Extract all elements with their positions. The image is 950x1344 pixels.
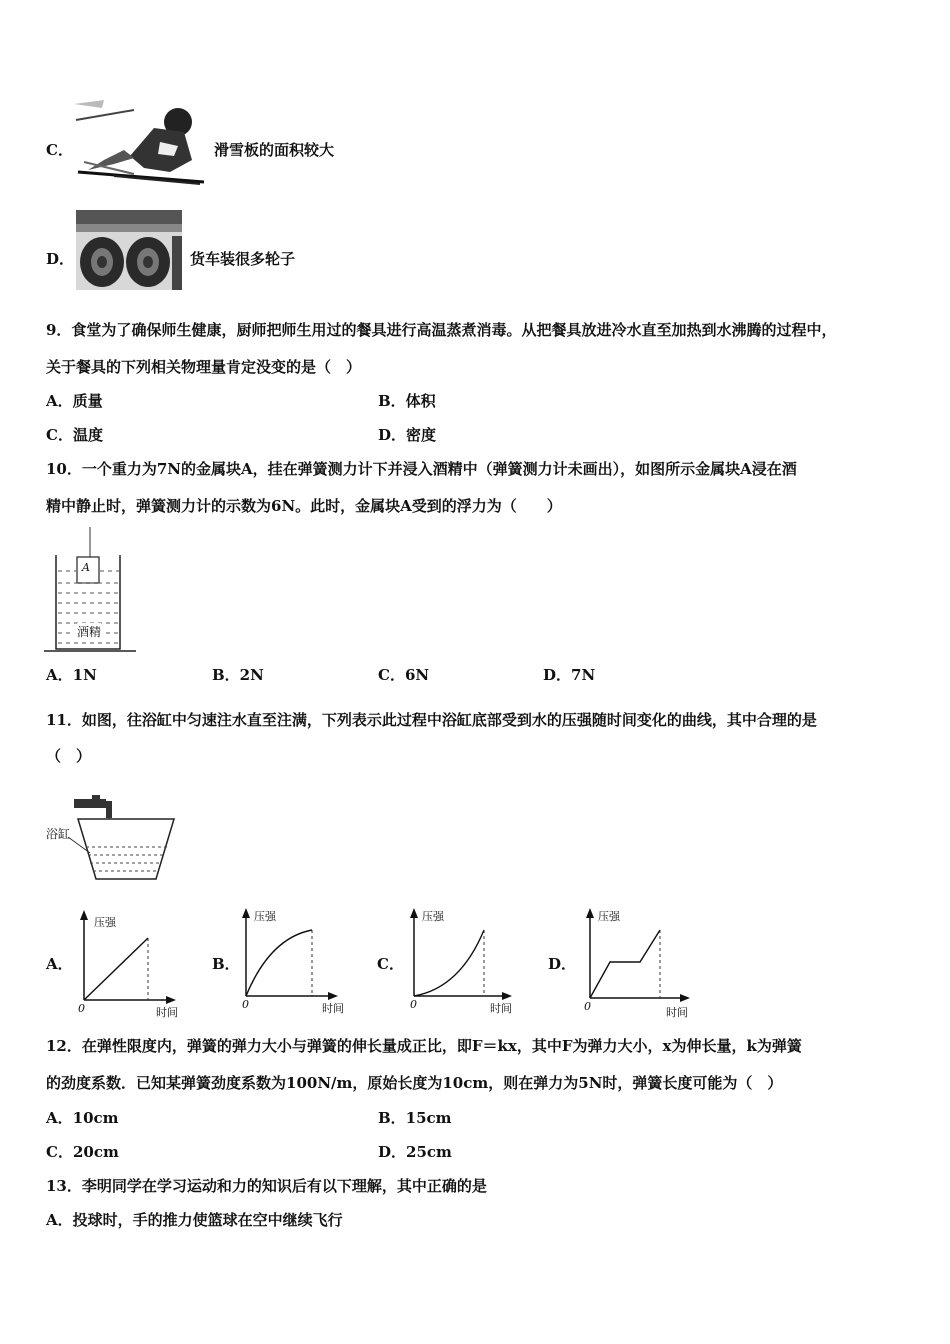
q8-option-d-text: 货车装很多轮子 xyxy=(190,250,296,268)
q8-option-d-letter: D． xyxy=(46,250,75,268)
q9-stem-line2: 关于餐具的下列相关物理量肯定没变的是（ ） xyxy=(46,358,362,376)
q12-option-d: D．25cm xyxy=(378,1143,452,1161)
graph-c-ylabel: 压强 xyxy=(422,910,444,923)
block-a-label: A xyxy=(82,561,90,574)
graph-d-ylabel: 压强 xyxy=(598,910,620,923)
graph-a-ylabel: 压强 xyxy=(94,916,116,929)
q9-stem-line1: 9．食堂为了确保师生健康，厨师把师生用过的餐具进行高温蒸煮消毒。从把餐具放进冷水直至加热到水沸腾的过程中， xyxy=(46,321,837,339)
truck-wheels-photo xyxy=(76,210,182,290)
q11-graph-a-letter: A． xyxy=(46,955,73,973)
bathtub-label: 浴缸 xyxy=(46,827,71,841)
q11-stem-line1: 11．如图，往浴缸中匀速注水直至注满，下列表示此过程中浴缸底部受到水的压强随时间变化的曲线，其中合理的是 xyxy=(46,711,817,729)
q10-stem-line2: 精中静止时，弹簧测力计的示数为6N。此时，金属块A受到的浮力为（ ） xyxy=(46,497,562,515)
q11-graph-c xyxy=(402,904,522,1022)
q11-graph-d-letter: D． xyxy=(548,955,577,973)
q9-option-b: B．体积 xyxy=(378,392,436,410)
graph-c-xlabel: 时间 xyxy=(490,1002,512,1015)
graph-a-curve xyxy=(84,938,148,1000)
q13-option-a: A．投球时，手的推力使篮球在空中继续飞行 xyxy=(46,1211,343,1229)
q12-stem-line1: 12．在弹性限度内，弹簧的弹力大小与弹簧的伸长量成正比，即F＝kx，其中F为弹力大小，x为伸长量，k为弹簧 xyxy=(46,1037,802,1055)
alcohol-label: 酒精 xyxy=(77,625,102,639)
q9-option-a: A．质量 xyxy=(46,392,103,410)
q10-stem-line1: 10．一个重力为7N的金属块A，挂在弹簧测力计下并浸入酒精中（弹簧测力计未画出），如图所示金属块A浸在酒 xyxy=(46,460,797,478)
q11-graph-b xyxy=(234,904,346,1022)
graph-a-xlabel: 时间 xyxy=(156,1006,178,1019)
q8-option-c-text: 滑雪板的面积较大 xyxy=(214,141,335,159)
q10-option-d: D．7N xyxy=(543,666,596,684)
graph-d-xlabel: 时间 xyxy=(666,1006,688,1019)
q11-graph-c-letter: C． xyxy=(377,955,404,973)
q12-option-a: A．10cm xyxy=(46,1109,119,1127)
graph-d-curve xyxy=(590,930,660,998)
graph-b-ylabel: 压强 xyxy=(254,910,276,923)
q9-option-c: C．温度 xyxy=(46,426,103,444)
q12-option-c: C．20cm xyxy=(46,1143,119,1161)
q8-option-c-letter: C． xyxy=(46,141,73,159)
graph-b-xlabel: 时间 xyxy=(322,1002,344,1015)
graph-a-origin: 0 xyxy=(78,1002,85,1015)
q9-option-d: D．密度 xyxy=(378,426,437,444)
q12-option-b: B．15cm xyxy=(378,1109,452,1127)
q10-option-c: C．6N xyxy=(378,666,430,684)
q11-graph-b-letter: B． xyxy=(212,955,240,973)
skier-photo xyxy=(74,98,206,186)
q11-graph-d xyxy=(578,904,698,1022)
graph-b-curve xyxy=(246,930,312,996)
graph-c-origin: 0 xyxy=(410,998,417,1011)
graph-d-origin: 0 xyxy=(584,1000,591,1013)
q12-stem-line2: 的劲度系数．已知某弹簧劲度系数为100N/m，原始长度为10cm，则在弹力为5N时，弹簧长度可能为（ ） xyxy=(46,1074,783,1092)
graph-c-curve xyxy=(414,930,484,996)
q11-graph-a xyxy=(72,904,184,1022)
alcohol-beaker-figure xyxy=(44,527,136,653)
q10-option-b: B．2N xyxy=(212,666,264,684)
q13-stem: 13．李明同学在学习运动和力的知识后有以下理解，其中正确的是 xyxy=(46,1177,487,1195)
graph-b-origin: 0 xyxy=(242,998,249,1011)
q11-stem-line2: （ ） xyxy=(46,747,92,765)
bathtub-figure xyxy=(46,795,178,885)
q10-option-a: A．1N xyxy=(46,666,97,684)
